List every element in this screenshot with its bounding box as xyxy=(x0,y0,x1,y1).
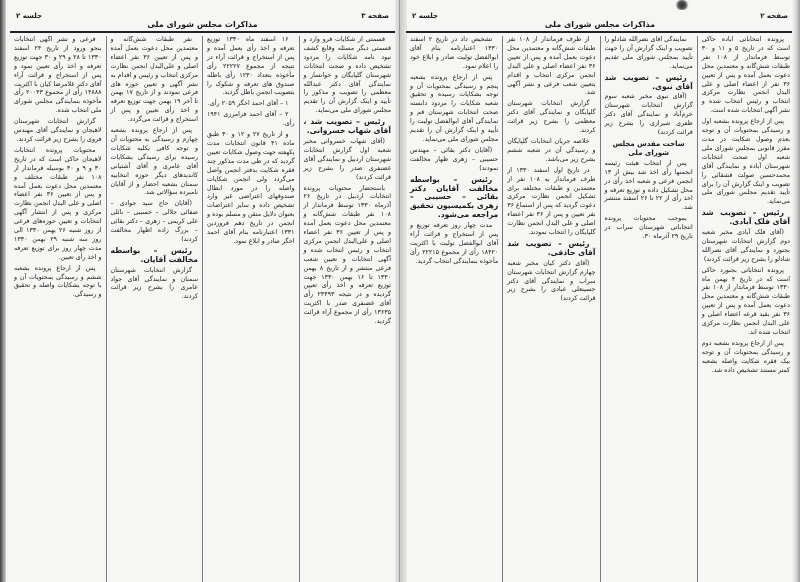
paragraph: پس از ارجاع پرونده بشعبه پنجم و رسیدگی بمحتویات آن و توجه بشکایات رسیده و تحقیق شعبه شکایات را مردود دانسته صحت انتخابات شهرستان قم و نمایندگی آقای ابوالفضل تولیت را تأیید و اینک گزارش آن را تقدیم مجلس شورای ملی می‌نماید. xyxy=(410,73,499,143)
paragraph: (آقایان حاج سید جوادی – صفائی جلالی – حسیبی – نائلی علی کریمی – زهری – دکتر بقائی – بزرگ زاده اظهار مخالفت کردند) xyxy=(110,200,198,243)
left-column-2 xyxy=(202,36,299,582)
paragraph: (آقای شهاب خسروانی مخبر شعبه اول گزارش انتخابات شهرستان اردبیل و نمایندگی آقای غضنفری صدر را بشرح زیر قرائت کردند) xyxy=(303,137,391,181)
speaker-line: رئیس – تصویب شد ، آقای شهاب خسروانی. xyxy=(303,117,391,136)
paragraph: (آقای دکتر کیان مخبر شعبه چهارم گزارش انتخابات شهرستان سراب و نمایندگی آقای دکتر حسینعلی عبادی را بشرح زیر قرائت کردند) xyxy=(507,259,596,303)
ink-blot-mark xyxy=(674,0,690,10)
left-page-number: صفحه ۳ xyxy=(361,12,389,20)
paragraph: گزارش انتخابات شهرستان سمنان و نمایندگی آقای جواد عامری را بشرح زیر قرائت کردند. xyxy=(110,266,198,301)
binding-edge xyxy=(0,0,6,582)
paragraph: نفر طبقات شش‌گانه و معتمدین محل دعوت بعمل آمده و پس از تعیین ۳۶ نفر اعضاء اصلی و علی‌البدل انجمن نظارت مرکزی انتخاب و رئیس و اقدام به نشر آگهی و تعیین حوزه های فرعی نمودند و از تاریخ ۱۷ بهمن تا آخر ۱۹ بهمن جهت توزیع تعرفه و اخذ رأی تعیین و پس از استخراج و قرائت می‌گردد. xyxy=(110,36,198,124)
right-page-number: صفحه ۲ xyxy=(760,12,788,20)
paragraph: (آقای فلک آبادی مخبر شعبه دوم گزارش انتخابات شهرستان بجنورد و نمایندگی آقای نصرالله شادلو را بشرح زیر قرائت کردند) xyxy=(701,229,790,263)
paragraph: و از تاریخ ۲۷ و ۱۲ و ۳۰ طبق ماده ۴۱ قانون انتخابات مدت یکهفته جهت وصول شکایات تعیین گردید که در طی مدت مذکور چند فقره شکایت بدفتر انجمن واصل می‌گردد ولی انجمن شکایات واصله را در مورد ابطال صندوقهای اعتراضی غیر وارد تشخیص داده و سایر اعتراضات بعنوان دلایل متقن و مسلم بوده و انجمن در تاریخ دهم فروردین ۱۳۳۱ اعتبارنامه بنام آقای احمد اخگر صادر و ابلاغ نمود. xyxy=(207,131,295,245)
left-session-label: جلسه ۲ xyxy=(16,12,42,20)
left-column-3 xyxy=(106,36,203,582)
left-page-header xyxy=(10,4,395,20)
paragraph: فرعی و نشر آگهی انتخابات بنحو ورود از تاریخ ۲۴ اسفند ۱۳۳۰ تا ۲۸ و ۲۹ و ۳۰ جهت توزیع تعرفه و اخذ رأی تعیین نمود و پس از استخراج و قرائت آراء آقای دکتر غلامرضا کیان با اکثریت ۱۴۸۸۸ رأی از مجموع ۲۰۰۴۳ رأی مأخوذه بنمایندگی مجلس شورای ملی انتخاب شده. xyxy=(14,36,102,115)
left-column-4 xyxy=(10,36,106,582)
paragraph: گزارش انتخابات شهرستان لاهیجان و نمایندگی آقای مهندس فروی را بشرح زیر قرائت کردند. xyxy=(14,118,102,143)
right-column-1 xyxy=(697,36,794,582)
right-column-2 xyxy=(600,36,697,582)
paragraph: خلاصه جریان انتخابات گلپایگان و رسیدگی آن در شعبه ششم بشرح زیر می‌باشد. xyxy=(507,137,596,163)
paragraph: پس از ارجاع پرونده بشعبه اول و رسیدگی بمحتویات آن و توجه بعدم وصول شکایت در مدت مقرر قانونی بمجلس شورای ملی شعبه اول صحت انتخابات شهرستان آباده و نمایندگی آقای محمدحسین صولت قشقائی را تصویب و اینک گزارش آن را برای تأیید تقدیم مجلس شورای ملی می‌نماید. xyxy=(701,118,790,206)
right-columns xyxy=(406,36,794,582)
paragraph: تشخیص داد در تاریخ ۲ اسفند ۱۳۳۰ اعتبارنامه بنام آقای ابوالفضل تولیت صادر و ابلاغ خود را اعلام نمود. xyxy=(410,36,499,70)
paragraph: نمایندگی آقای نصرالله شادلو را تصویب و اینک گزارش آن را جهت تأیید بمجلس شورای ملی تقدیم می‌نماید. xyxy=(604,36,693,70)
paragraph: مدت چهار روز تعرفه توزیع و پس از استخراج و قرائت آراء آقای ابوالفضل تولیت با اکثریت ۱۸۴۲۰ رأی از مجموع ۲۲۲۱۵ رأی مأخوذه بنمایندگی انتخاب گردید. xyxy=(410,222,499,265)
centered-heading: ساحت مقدس مجلس شورای ملی xyxy=(612,139,685,157)
paragraph: بموجب محتویات پرونده انتخاباتی شهرستان سراب در تاریخ ۲۹ آذرماه ۳۰. xyxy=(604,215,693,241)
paragraph: (آقای نبوی مخبر شعبه سوم گزارش انتخابات شهرستان خرم‌آباد و نمایندگی آقای دکتر ظفری شیرازی را بشرح زیر قرائت کردند) xyxy=(604,93,693,137)
paragraph: باستحضار محتویات پرونده انتخابات اردبیل در تاریخ ۲۶ آذرماه ۱۳۳۰ توسط فرماندار از ۱۰۸ نفر طبقات شش‌گانه و معتمدین محل دعوت بعمل آمده و پس از تعیین ۳۶ نفر اعضاء اصلی و علی‌البدل انجمن مرکزی انتخاب و رئیس انتخاب شده و آگهی انتخابات و تعیین شعب فرعی منتشر و از تاریخ ۸ بهمن ۱۳۳۰ تا ۱۶ بهمن ۱۳۳۰ جهت توزیع تعرفه و اخذ رأی تعیین گردیده و در نتیجه ۲۴۴۹۳ رأی آقای غضنفری صدر با اکثریت ۱۳۶۳۵ رأی از مجموع آراء قرائت گردید. xyxy=(303,184,392,326)
paragraph: ۱ – آقای احمد اخگر ۲۰۵۹ رأی. xyxy=(207,100,289,108)
right-session-label: جلسه ۲ xyxy=(412,12,438,20)
paragraph: پرونده انتخاباتی بجنورد حاکی است که در تاریخ ۴ بهمن ماه ۱۳۳۰ توسط فرماندار از ۱۰۸ نفر طبقات شش‌گانه و معتمدین محل دعوت بعمل آمده و پس از تعیین ۳۶ نفر بقید قرعه اعضاء اصلی و علی البدل انجمن نظارت مرکزی انتخاب شده اند. xyxy=(701,266,790,336)
left-columns xyxy=(10,36,395,582)
paragraph: ۱۶ اسفند ماه ۱۳۳۰ توزیع تعرفه و اخذ رأی بعمل آمده و پس از استخراج و قرائت آراء در نتیجه از مجموع ۲۲۲۲۷ رأی مأخوذه بتعداد ۱۲۳۰ رأی باطله صندوق های تعرفه و شکوک را بتصویب انجمن باطل گردید. xyxy=(207,36,295,97)
paragraph: پس از ارجاع پرونده بشعبه دوم و رسیدگی بمحتویات آن و توجه بیک فقره شکایت واصله بشعبه کمتر مستند تشخیص داده شد. xyxy=(701,339,790,374)
paragraph: محتویات پرونده انتخابات لاهیجان حاکی است که در تاریخ ۳۰ و ۹ و ۳۰ بوسیله فرماندار از ۱۰۸ نفر طبقات مختلف و معتمدین محل دعوت بعمل آمده و پس از تعیین ۳۶ نفر اعضاء اصلی و علی البدل انجمن نظارت مرکزی و پس از انتشار آگهی انتخابات و تعیین حوزه‌های فرعی از روز شنبه ۲۶ بهمن ۱۳۳۰ الی روز سه شنبه ۲۹ بهمن ۱۳۳۰ مدت چهار روز برای توزیع تعرفه و اخذ رأی تعیین. xyxy=(14,146,102,261)
paragraph: پرونده انتخاباتی آباده حاکی است که در تاریخ ۵ و ۱۱ و ۳۰ توسط فرماندار از ۱۰۸ نفر طبقات شش‌گانه و معتمدین محل دعوت بعمل آمده و پس از تعیین ۳۶ نفر از اعضاء اصلی و علی البدل انجمن نظارت مرکزی انتخاب و رئیس انتخاب شده و نشر آگهی انتخابات شده است. xyxy=(701,36,791,115)
right-page-header xyxy=(406,4,794,20)
paragraph: گزارش انتخابات شهرستان گلپایگان و نمایندگی آقای دکتر معظمی را بشرح زیر قرائت کردند. xyxy=(507,100,596,135)
left-page-title: مذاکرات مجلس شورای ملی xyxy=(10,20,395,33)
left-column-1 xyxy=(299,36,396,582)
paragraph: (آقایان دکتر بقائی – مهندس حسیبی – زهری ظهار مخالفت نمودند) xyxy=(410,146,499,172)
paragraph: در تاریخ اول اسفند ۱۳۳۰ از طرف فرماندار به ۱۰۸ نفر از معتمدین و طبقات مختلفه برای تشکیل انجمن نظارت مرکزی دعوت گردید که پس از استماع ۳۶ نفر تعیین و پس از ۳۶ نفر اعضاء اصلی و علی البدل انجمن نظارت گلپایگان را انتخاب نمودند. xyxy=(507,166,596,237)
speaker-line: رئیس – تصویب شد آقای نبوی. xyxy=(604,72,693,91)
paragraph: ۲ – آقای احمد فرامرزی ۱۹۴۱ رأی. xyxy=(207,111,295,128)
paragraph: قسمتی از شکایات فرو وارد و قسمتی دیگر مسئله وقایع کشف نبود نامه شکایات را مردود تشخیص داده و صحت انتخابات شهرستان گلپایگان و خوانسار و نمایندگی آقای دکتر عبدالله معظمی را تصویب و مذکور را تأیید و اینک گزارش آن را تقدیم مجلس شورای ملی می‌نماید. xyxy=(303,36,391,115)
speaker-line: رئیس – تصویب شد آقای حاذقی. xyxy=(507,238,596,257)
speaker-line: رئیس – بواسطه مخالفت آقایان دکتر بقائی – حسیبی – زهری بکمیسیون تحقیق مراجعه می‌شود. xyxy=(410,174,499,220)
right-column-3 xyxy=(502,36,599,582)
right-column-4 xyxy=(406,36,502,582)
paragraph: پس از ارجاع پرونده بشعبه چهارم و رسیدگی به محتویات آن و توجه کافی بکلیه شکایات رسیده برای رسیدگی بشکایات آقای عامری و آقای آشتیانی کاندیدهای دیگر حوزه انتخابیه سمنان بشعبه احضار و از آقایان نامبرده سؤالاتی شد. xyxy=(110,127,198,197)
speaker-line: رئیس – تصویب شد آقای فلک آبادی. xyxy=(701,208,790,227)
paragraph: پس از انتخاب هیئت رئیسه انجمنها رأی اخذ شد بیش از ۱۳ انجمن فرعی و شعبه اخذ رأی در محل تشکیل داده و توزیع تعرفه و اخذ رأی از ۲۲ تا ۲۶ اسفند منتشر شد. xyxy=(604,159,693,212)
right-page-title: مذاکرات مجلس شورای ملی xyxy=(406,20,794,33)
right-page xyxy=(400,0,800,582)
speaker-line: رئیس – بواسطه مخالفت آقایان. xyxy=(110,245,198,264)
paragraph: پس از ارجاع پرونده بشعبه ششم و رسیدگی بمحتویات آن و با توجه بشکایات واصله و تحقیق و رسیدگی. xyxy=(14,264,102,299)
page-edge-shadow xyxy=(792,0,800,582)
paragraph: از طرف فرماندار از ۱۰۸ نفر طبقات شش‌گانه و معتمدین محل دعوت بعمل آمده و پس از تعیین ۳۶ نفر اعضاء اصلی و علی البدل انجمن مرکزی انتخاب و اقدام بتعیین شعب فرعی و نشر آگهی شد. xyxy=(507,36,596,97)
